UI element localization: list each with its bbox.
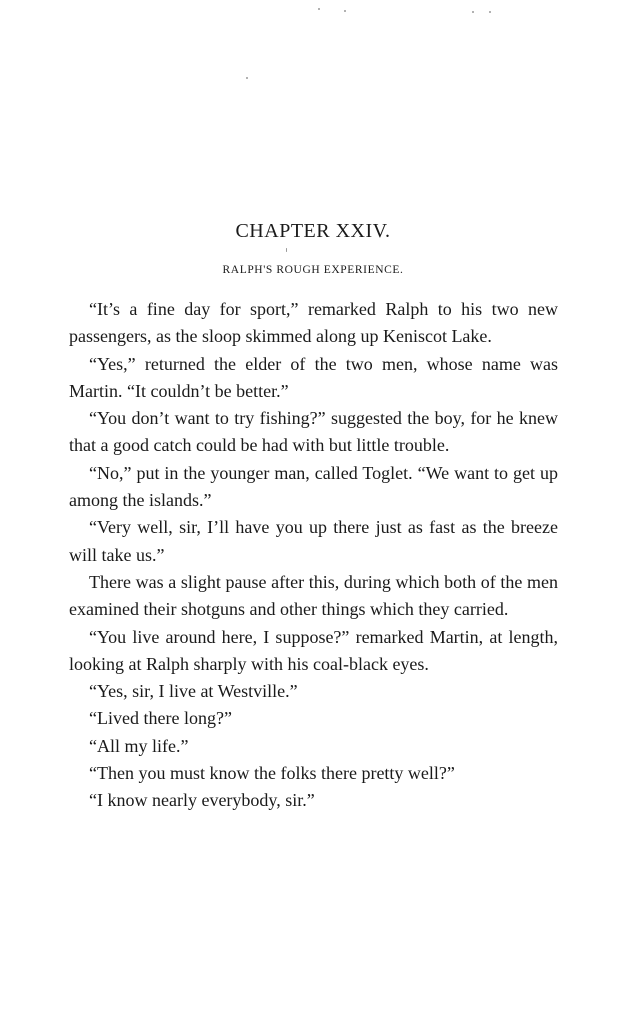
chapter-subtitle: RALPH'S ROUGH EXPERIENCE. — [222, 264, 404, 276]
print-speck — [472, 11, 474, 13]
paragraph: “It’s a fine day for sport,” remarked Ralph to his two new passengers, as the sloop skimmed along up Keniscot Lake. — [69, 299, 558, 347]
paragraph: “You live around here, I suppose?” remarked Martin, at length, looking at Ralph sharply with his coal-black eyes. — [69, 626, 558, 674]
chapter-title: CHAPTER XXIV. — [235, 220, 391, 242]
chapter-body — [69, 296, 558, 815]
paragraph: “Yes, sir, I live at Westville.” — [89, 681, 298, 702]
paragraph: “Then you must know the folks there pretty well?” — [89, 763, 455, 784]
paragraph: “I know nearly everybody, sir.” — [89, 790, 315, 811]
paragraph: “No,” put in the younger man, called Toglet. “We want to get up among the islands.” — [69, 462, 558, 511]
paragraph: “Lived there long?” — [89, 708, 232, 729]
print-speck — [318, 8, 320, 10]
print-speck — [246, 77, 248, 79]
paragraph: “You don’t want to try fishing?” suggested the boy, for he knew that a good catch could be had with but little trouble. — [69, 408, 558, 456]
print-speck — [344, 10, 346, 12]
paragraph: “All my life.” — [89, 735, 189, 756]
paragraph: “Very well, sir, I’ll have you up there just as fast as the breeze will take us.” — [69, 517, 558, 565]
paragraph: There was a slight pause after this, during which both of the men examined their shotguns and other things which they carried. — [69, 571, 558, 620]
paragraph: “Yes,” returned the elder of the two men, whose name was Martin. “It couldn’t be better.” — [69, 353, 558, 401]
print-speck — [286, 248, 287, 252]
print-speck — [489, 11, 491, 13]
